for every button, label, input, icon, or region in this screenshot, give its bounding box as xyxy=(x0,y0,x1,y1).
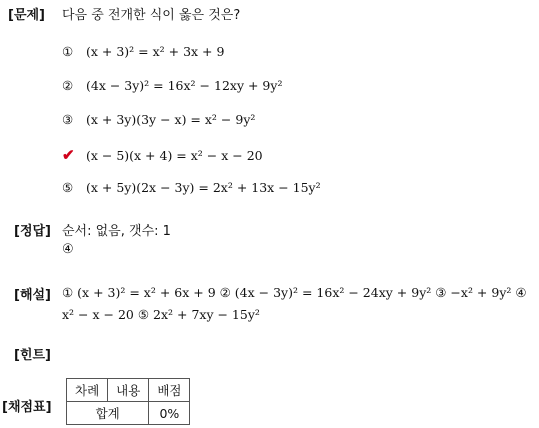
option-1[interactable] xyxy=(62,44,224,59)
answer-order-count: 순서: 없음, 갯수: 1 xyxy=(62,224,171,239)
option-number: ① xyxy=(62,44,74,59)
question-label: [문제] xyxy=(8,8,45,23)
hint-label: [힌트] xyxy=(14,348,51,363)
option-number: ③ xyxy=(62,112,74,127)
table-row xyxy=(67,402,190,425)
option-2[interactable] xyxy=(62,78,282,93)
option-expression: (x − 5)(x + 4) = x² − x − 20 xyxy=(85,148,263,163)
table-row xyxy=(67,379,190,402)
answer-label: [정답] xyxy=(14,224,51,239)
option-5[interactable] xyxy=(62,180,321,195)
option-number: ⑤ xyxy=(62,180,74,195)
header-points: 배점 xyxy=(149,379,190,402)
explanation-text: ① (x + 3)² = x² + 6x + 9 ② (4x − 3y)² = 16x² − 24xy + 9y² ③ −x² + 9y² ④ x² − x − 20 ⑤ 2x² + 7xy − 15y² xyxy=(62,285,527,322)
checkmark-icon: ✔ xyxy=(62,146,75,164)
option-4-correct[interactable] xyxy=(62,146,263,164)
option-expression: (x + 3y)(3y − x) = x² − 9y² xyxy=(85,112,256,127)
explanation-label: [해설] xyxy=(14,288,51,303)
answer-value: ④ xyxy=(62,242,74,257)
header-content: 내용 xyxy=(108,379,149,402)
scoring-table xyxy=(66,378,190,425)
option-3[interactable] xyxy=(62,112,255,127)
question-text: 다음 중 전개한 식이 옳은 것은? xyxy=(62,8,241,23)
total-value: 0% xyxy=(149,402,190,425)
option-number: ② xyxy=(62,78,74,93)
option-expression: (x + 5y)(2x − 3y) = 2x² + 13x − 15y² xyxy=(85,180,321,195)
header-order: 차례 xyxy=(67,379,108,402)
total-label: 합계 xyxy=(67,402,149,425)
scoring-label: [채점표] xyxy=(2,400,52,415)
option-expression: (x + 3)² = x² + 3x + 9 xyxy=(85,44,225,59)
option-expression: (4x − 3y)² = 16x² − 12xy + 9y² xyxy=(85,78,283,93)
